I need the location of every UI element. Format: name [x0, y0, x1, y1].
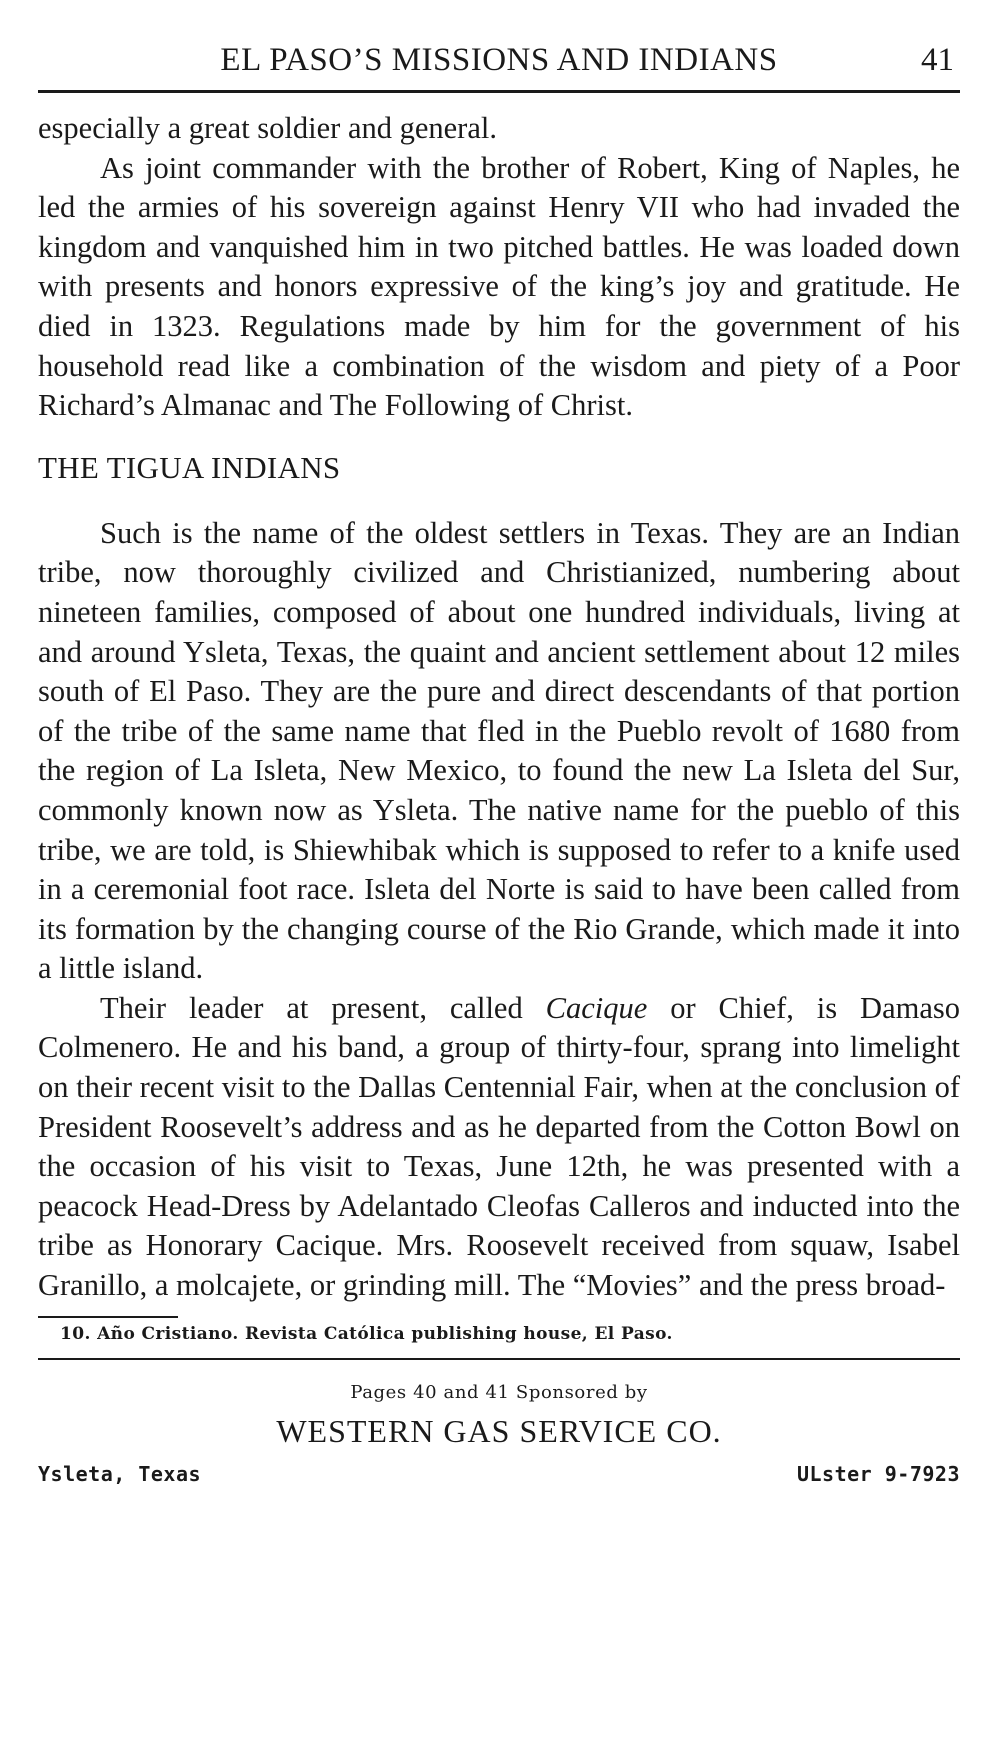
sponsor-line: Pages 40 and 41 Sponsored by — [350, 1381, 648, 1403]
cacique-italic-term: Cacique — [545, 990, 648, 1025]
paragraph-cacique-text-end: or Chief, is Damaso Colmenero. He and his band, a group of thirty-four, sprang into limelight on their recent visit to the Dallas Centennial Fair, when at the conclusion of President Roosevelt’s address and as he departed from the Cotton Bowl on the occasion of his visit to Texas, June 12th, he was presented with a peacock Head-Dress by Adelantado Cleofas Calleros and inducted into the tribe as Honorary Cacique. Mrs. Roosevelt received from squaw, Isabel Granillo, a molcajete, or grinding mill. The “Movies” and the press broad- — [38, 990, 961, 1303]
sponsor-name: WESTERN GAS SERVICE CO. — [276, 1412, 722, 1449]
section-heading: THE TIGUA INDIANS — [38, 449, 341, 485]
paragraph-robert-king-of-naples: As joint commander with the brother of Robert, King of Naples, he led the armies of his sovereign against Henry VII who had invaded the kingdom and vanquished him in two pitched battles. He was loaded down with presents and honors expressive of the king’s joy and gratitude. He died in 1323. Regulations made by him for the government of his household read like a combination of the wisdom and piety of a Poor Richard’s Almanac and The Following of Christ. — [38, 150, 960, 423]
footnote-divider — [38, 1316, 178, 1318]
page-number: 41 — [921, 42, 954, 78]
running-title: EL PASO’S MISSIONS AND INDIANS — [220, 42, 778, 78]
footer-contact — [38, 1462, 960, 1492]
paragraph-continuation: especially a great soldier and general. — [38, 111, 497, 145]
sponsor-location: Ysleta, Texas — [38, 1461, 202, 1486]
footnote: 10. Año Cristiano. Revista Católica publishing house, El Paso. — [60, 1323, 673, 1344]
book-page — [38, 40, 960, 1492]
paragraph-tigua-indians: Such is the name of the oldest settlers in Texas. They are an Indian tribe, now thoroughly civilized and Christianized, numbering about nineteen families, composed of about one hundred individuals, living at and around Ysleta, Texas, the quaint and ancient settlement about 12 miles south of El Paso. They are the pure and direct descendants of that portion of the tribe of the same name that fled in the Pueblo revolt of 1680 from the region of La Isleta, New Mexico, to found the new La Isleta del Sur, commonly known now as Ysleta. The native name for the pueblo of this tribe, we are told, is Shiewhibak which is supposed to refer to a knife used in a ceremonial foot race. Isleta del Norte is said to have been called from its formation by the changing course of the Rio Grande, which made it into a little island. — [38, 515, 960, 986]
paragraph-cacique-text-start: Their leader at present, called — [100, 990, 546, 1025]
footer-divider — [38, 1358, 960, 1360]
running-header — [38, 40, 960, 93]
body-text — [38, 109, 960, 1306]
paragraph-cacique — [38, 989, 960, 1306]
sponsor-phone: ULster 9-7923 — [796, 1461, 960, 1486]
